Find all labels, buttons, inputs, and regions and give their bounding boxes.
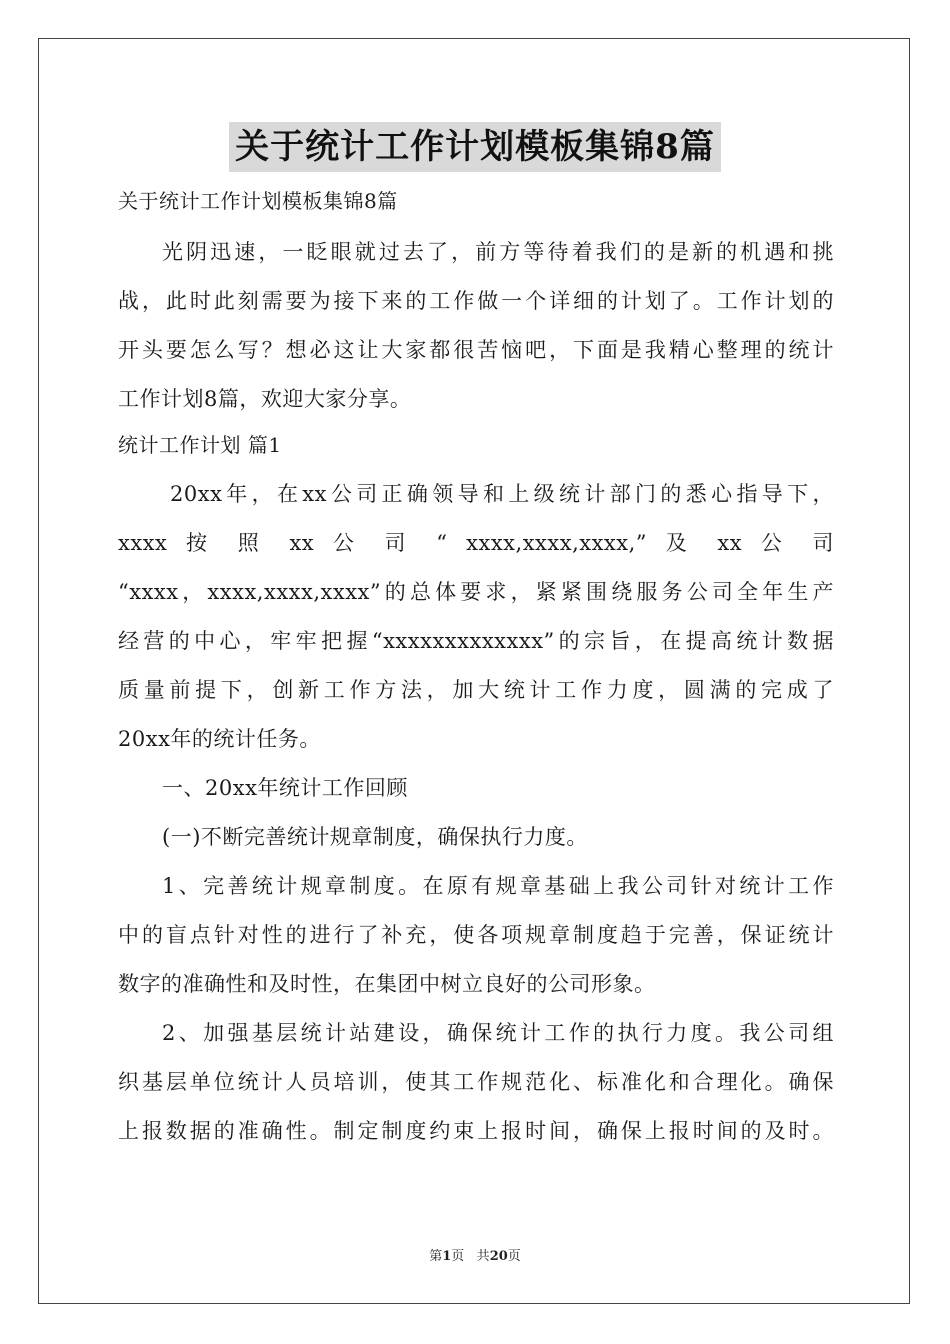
intro-line: 开头要怎么写？想必这让大家都很苦恼吧，下面是我精心整理的统计 [118, 338, 834, 362]
section-line: 经营的中心，牢牢把握“xxxxxxxxxxxxx”的宗旨，在提高统计数据 [118, 629, 834, 653]
page-label-suffix: 页 [451, 1249, 465, 1264]
item-line: 中的盲点针对性的进行了补充，使各项规章制度趋于完善，保证统计 [118, 923, 834, 947]
review-heading: 一、20xx年统计工作回顾 [162, 776, 408, 800]
total-label-prefix: 共 [476, 1249, 490, 1264]
item-line: 数字的准确性和及时性，在集团中树立良好的公司形象。 [118, 972, 656, 996]
total-label-suffix: 页 [507, 1249, 521, 1264]
intro-line: 工作计划8篇，欢迎大家分享。 [118, 387, 412, 411]
document-title: 关于统计工作计划模板集锦8篇 [229, 122, 721, 172]
item-line: 织基层单位统计人员培训，使其工作规范化、标准化和合理化。确保 [118, 1070, 834, 1094]
section-line: 质量前提下，创新工作方法，加大统计工作力度，圆满的完成了 [118, 678, 834, 702]
section-line: 20xx年，在xx公司正确领导和上级统计部门的悉心指导下， [170, 482, 834, 506]
section-heading: 统计工作计划 篇1 [118, 433, 282, 457]
title-wrap [0, 122, 950, 172]
section-line: 20xx年的统计任务。 [118, 727, 321, 751]
document-subtitle: 关于统计工作计划模板集锦8篇 [118, 189, 398, 213]
section-line: xxxx 按 照 xx 公 司 “ xxxx,xxxx,xxxx,” 及 xx 公 司 [118, 531, 834, 555]
sub-heading: (一)不断完善统计规章制度，确保执行力度。 [162, 825, 588, 849]
page-total: 20 [489, 1249, 508, 1264]
document-body [118, 182, 834, 1156]
intro-line: 战，此时此刻需要为接下来的工作做一个详细的计划了。工作计划的 [118, 289, 834, 313]
page-footer [0, 1245, 950, 1264]
item-line: 1、完善统计规章制度。在原有规章基础上我公司针对统计工作 [162, 874, 834, 898]
page-current: 1 [442, 1249, 452, 1264]
intro-line: 光阴迅速，一眨眼就过去了，前方等待着我们的是新的机遇和挑 [162, 240, 834, 264]
section-line: “xxxx，xxxx,xxxx,xxxx”的总体要求，紧紧围绕服务公司全年生产 [118, 580, 834, 604]
item-line: 上报数据的准确性。制定制度约束上报时间，确保上报时间的及时。 [118, 1119, 834, 1143]
item-line: 2、加强基层统计站建设，确保统计工作的执行力度。我公司组 [162, 1021, 834, 1045]
page-label-prefix: 第 [429, 1249, 443, 1264]
